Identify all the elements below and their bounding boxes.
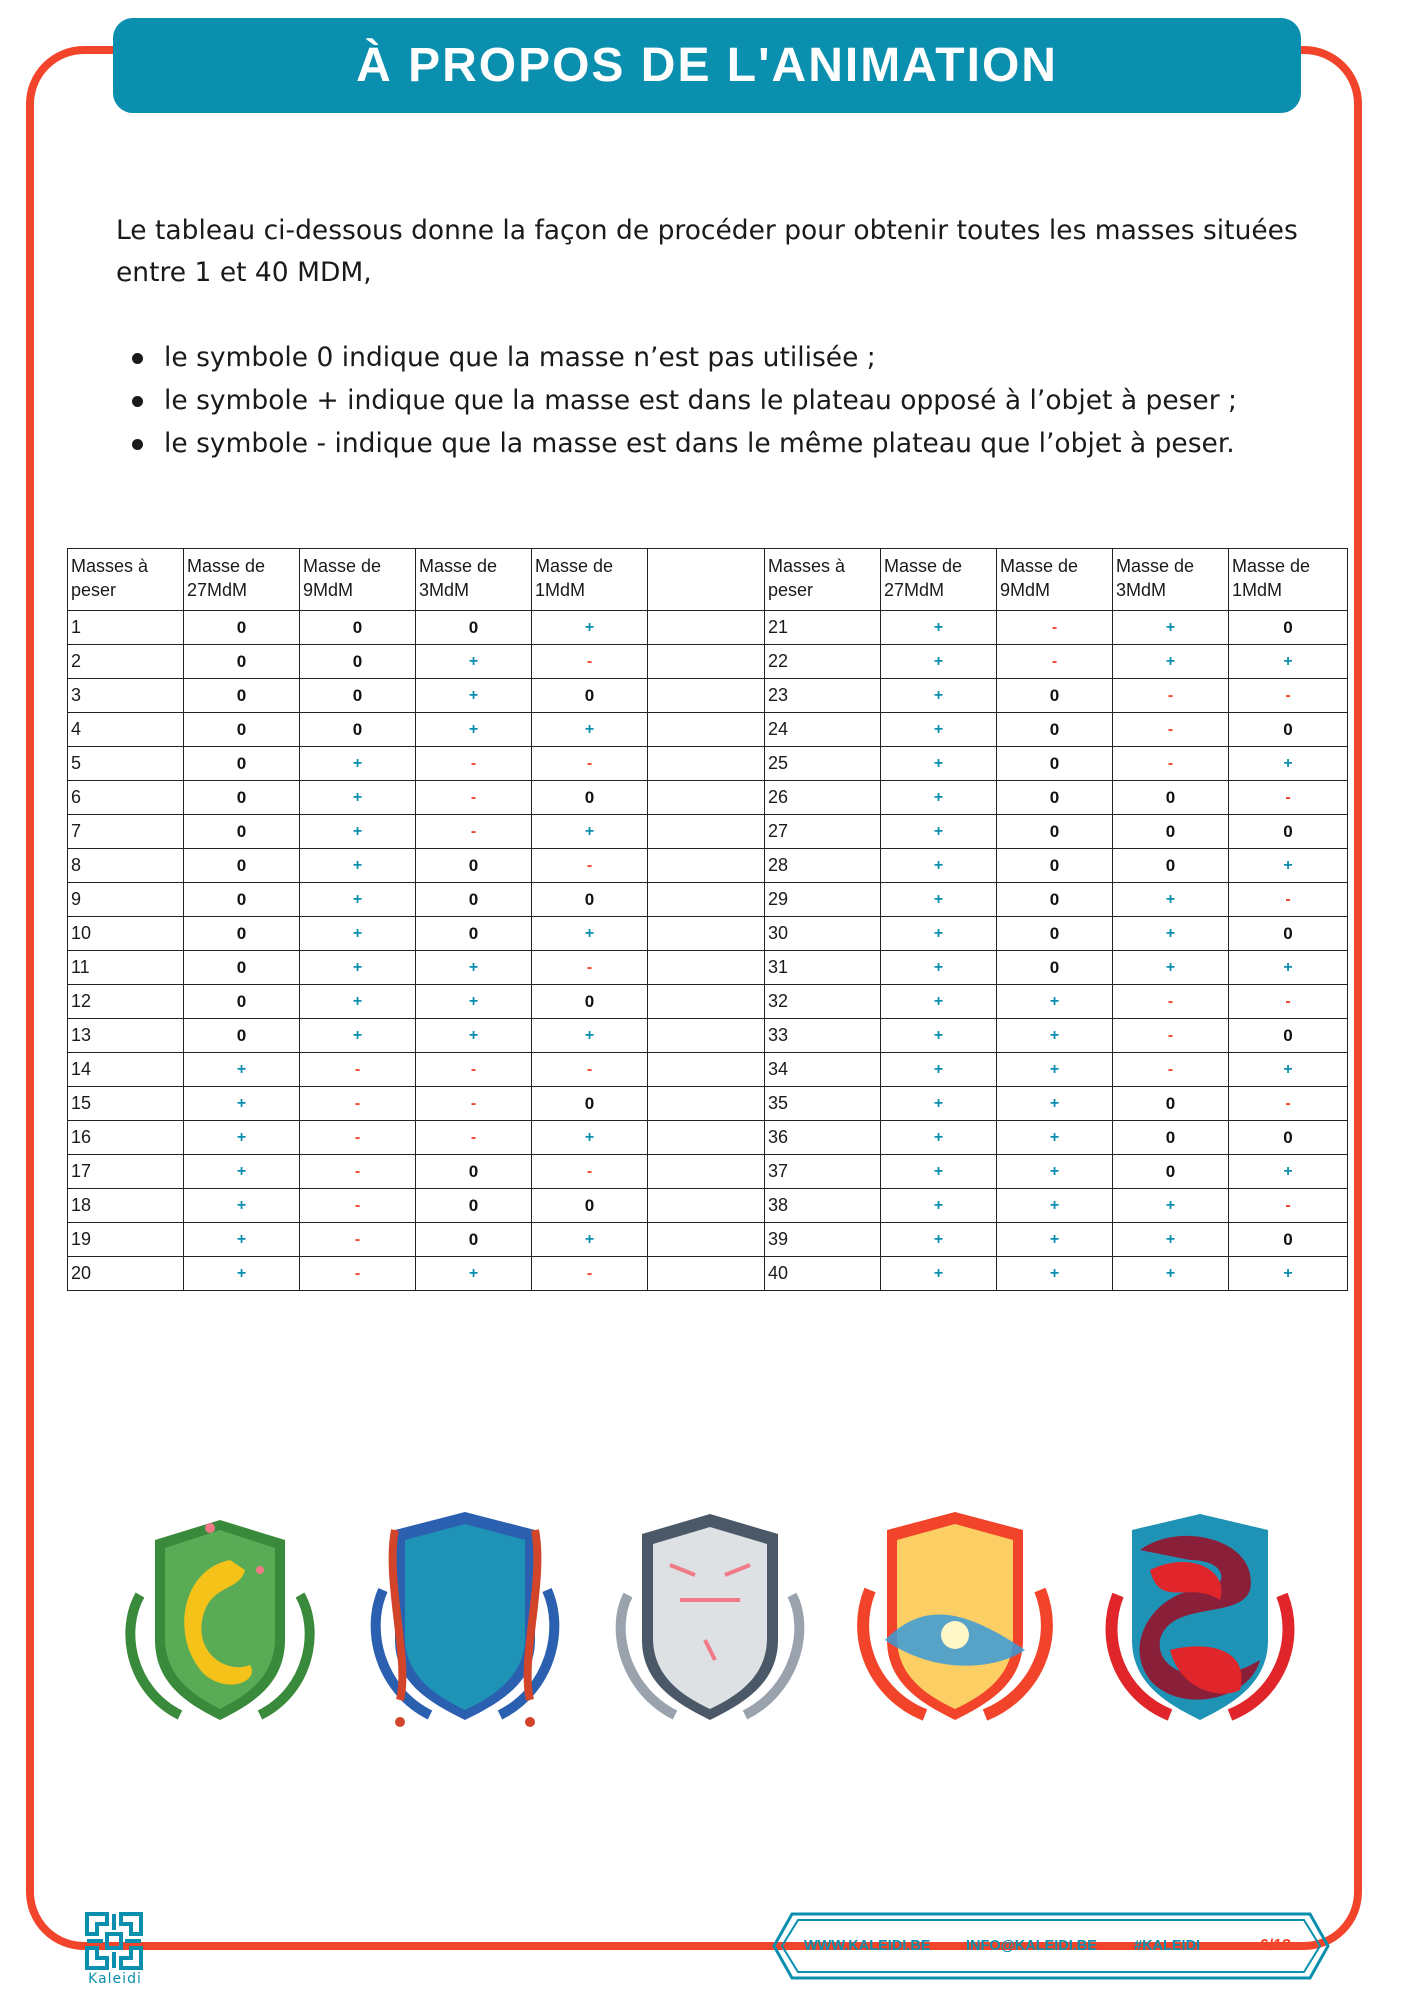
- symbol-cell: 0: [184, 951, 300, 985]
- symbol-cell: +: [881, 1189, 997, 1223]
- symbol-cell: +: [1113, 645, 1229, 679]
- header-9-left: Masse de 9MdM: [300, 549, 416, 611]
- symbol-cell: -: [997, 611, 1113, 645]
- symbol-cell: +: [532, 1121, 648, 1155]
- symbol-cell: 0: [1113, 781, 1229, 815]
- symbol-cell: 0: [300, 713, 416, 747]
- symbol-cell: 0: [1113, 1121, 1229, 1155]
- symbol-cell: 0: [997, 713, 1113, 747]
- mass-value-cell: 9: [68, 883, 184, 917]
- mass-value-cell: 27: [765, 815, 881, 849]
- symbol-cell: +: [300, 815, 416, 849]
- symbol-cell: 0: [1113, 1087, 1229, 1121]
- symbol-cell: +: [416, 713, 532, 747]
- symbol-cell: 0: [997, 917, 1113, 951]
- symbol-cell: -: [416, 747, 532, 781]
- symbol-cell: +: [1229, 747, 1348, 781]
- symbol-cell: +: [881, 1223, 997, 1257]
- symbol-cell: +: [997, 985, 1113, 1019]
- symbol-cell: 0: [416, 1155, 532, 1189]
- table-row: [68, 781, 1348, 815]
- mass-value-cell: 1: [68, 611, 184, 645]
- symbol-cell: +: [1113, 917, 1229, 951]
- mass-value-cell: 38: [765, 1189, 881, 1223]
- table-row: [68, 1189, 1348, 1223]
- spacer-cell: [648, 781, 765, 815]
- mass-value-cell: 12: [68, 985, 184, 1019]
- table-row: [68, 985, 1348, 1019]
- spacer-cell: [648, 713, 765, 747]
- spacer-cell: [648, 549, 765, 611]
- symbol-cell: +: [997, 1189, 1113, 1223]
- mass-value-cell: 14: [68, 1053, 184, 1087]
- spacer-cell: [648, 1053, 765, 1087]
- symbol-cell: -: [300, 1087, 416, 1121]
- symbol-cell: +: [300, 917, 416, 951]
- symbol-cell: +: [997, 1087, 1113, 1121]
- symbol-cell: 0: [997, 679, 1113, 713]
- symbol-cell: +: [1113, 883, 1229, 917]
- spacer-cell: [648, 747, 765, 781]
- symbol-cell: +: [1229, 1053, 1348, 1087]
- symbol-cell: +: [881, 747, 997, 781]
- symbol-cell: 0: [997, 883, 1113, 917]
- table-row: [68, 1087, 1348, 1121]
- page-number: 6/13: [1260, 1937, 1292, 1954]
- mass-value-cell: 21: [765, 611, 881, 645]
- red-crest-icon: [1090, 1500, 1310, 1740]
- table-row: [68, 883, 1348, 917]
- header-3-left: Masse de 3MdM: [416, 549, 532, 611]
- symbol-cell: 0: [532, 1189, 648, 1223]
- symbol-cell: -: [300, 1121, 416, 1155]
- symbol-cell: +: [881, 1257, 997, 1291]
- symbol-cell: +: [881, 679, 997, 713]
- grey-crest-icon: [600, 1500, 820, 1740]
- mass-value-cell: 39: [765, 1223, 881, 1257]
- symbol-cell: 0: [532, 985, 648, 1019]
- symbol-cell: -: [1229, 1189, 1348, 1223]
- symbol-cell: 0: [184, 781, 300, 815]
- symbol-cell: -: [532, 849, 648, 883]
- symbol-cell: 0: [416, 611, 532, 645]
- symbol-cell: 0: [1229, 611, 1348, 645]
- symbol-cell: 0: [416, 1189, 532, 1223]
- symbol-cell: 0: [416, 1223, 532, 1257]
- crests-row: [110, 1500, 1310, 1740]
- mass-value-cell: 34: [765, 1053, 881, 1087]
- symbol-cell: 0: [532, 1087, 648, 1121]
- mass-value-cell: 17: [68, 1155, 184, 1189]
- symbol-cell: +: [881, 1087, 997, 1121]
- mass-value-cell: 35: [765, 1087, 881, 1121]
- symbol-cell: -: [1229, 679, 1348, 713]
- table-row: [68, 1223, 1348, 1257]
- symbol-cell: +: [184, 1053, 300, 1087]
- symbol-cell: -: [300, 1257, 416, 1291]
- symbol-cell: 0: [1229, 713, 1348, 747]
- header-1-left: Masse de 1MdM: [532, 549, 648, 611]
- logo-label: Kaleidi: [88, 1971, 142, 1987]
- symbol-cell: +: [997, 1223, 1113, 1257]
- spacer-cell: [648, 1121, 765, 1155]
- symbol-cell: 0: [1229, 815, 1348, 849]
- symbol-cell: -: [1113, 985, 1229, 1019]
- symbol-cell: -: [532, 1053, 648, 1087]
- symbol-cell: 0: [1229, 917, 1348, 951]
- symbol-cell: +: [532, 713, 648, 747]
- symbol-cell: -: [1113, 1019, 1229, 1053]
- symbol-cell: +: [1113, 1223, 1229, 1257]
- symbol-cell: +: [997, 1053, 1113, 1087]
- mass-value-cell: 3: [68, 679, 184, 713]
- table-row: [68, 1019, 1348, 1053]
- symbol-cell: -: [416, 1121, 532, 1155]
- spacer-cell: [648, 1155, 765, 1189]
- symbol-cell: +: [416, 951, 532, 985]
- mass-value-cell: 4: [68, 713, 184, 747]
- symbol-cell: -: [1229, 985, 1348, 1019]
- mass-value-cell: 7: [68, 815, 184, 849]
- symbol-cell: +: [1229, 1257, 1348, 1291]
- spacer-cell: [648, 815, 765, 849]
- table-row: [68, 1121, 1348, 1155]
- mass-value-cell: 19: [68, 1223, 184, 1257]
- symbol-cell: +: [881, 713, 997, 747]
- symbol-cell: -: [1113, 1053, 1229, 1087]
- symbol-cell: 0: [184, 713, 300, 747]
- header-9-right: Masse de 9MdM: [997, 549, 1113, 611]
- orange-crest-icon: [845, 1500, 1065, 1740]
- symbol-cell: +: [1229, 645, 1348, 679]
- spacer-cell: [648, 645, 765, 679]
- symbol-cell: 0: [1229, 1121, 1348, 1155]
- symbol-cell: 0: [997, 849, 1113, 883]
- spacer-cell: [648, 951, 765, 985]
- mass-value-cell: 5: [68, 747, 184, 781]
- symbol-cell: 0: [997, 747, 1113, 781]
- mass-value-cell: 25: [765, 747, 881, 781]
- symbol-cell: 0: [300, 679, 416, 713]
- symbol-cell: +: [184, 1087, 300, 1121]
- symbol-cell: +: [881, 951, 997, 985]
- spacer-cell: [648, 917, 765, 951]
- mass-value-cell: 23: [765, 679, 881, 713]
- symbol-cell: -: [532, 747, 648, 781]
- symbol-cell: -: [300, 1189, 416, 1223]
- symbol-cell: 0: [184, 645, 300, 679]
- mass-value-cell: 15: [68, 1087, 184, 1121]
- symbol-cell: -: [416, 1053, 532, 1087]
- symbol-cell: -: [300, 1053, 416, 1087]
- mass-value-cell: 32: [765, 985, 881, 1019]
- symbol-cell: 0: [416, 849, 532, 883]
- bullet-item: le symbole 0 indique que la masse n’est pas utilisée ;: [116, 336, 1316, 379]
- symbol-cell: -: [1113, 747, 1229, 781]
- symbol-cell: 0: [184, 747, 300, 781]
- spacer-cell: [648, 1087, 765, 1121]
- symbol-cell: +: [997, 1257, 1113, 1291]
- symbol-cell: 0: [184, 849, 300, 883]
- table-row: [68, 951, 1348, 985]
- symbol-cell: 0: [532, 781, 648, 815]
- symbol-cell: +: [881, 1019, 997, 1053]
- symbol-cell: -: [416, 1087, 532, 1121]
- symbol-cell: 0: [184, 917, 300, 951]
- symbol-cell: 0: [997, 815, 1113, 849]
- symbol-cell: +: [881, 611, 997, 645]
- symbol-cell: 0: [300, 611, 416, 645]
- mass-value-cell: 37: [765, 1155, 881, 1189]
- mass-value-cell: 26: [765, 781, 881, 815]
- table-row: [68, 849, 1348, 883]
- symbol-cell: +: [184, 1257, 300, 1291]
- symbol-cell: +: [184, 1155, 300, 1189]
- mass-value-cell: 10: [68, 917, 184, 951]
- mass-value-cell: 24: [765, 713, 881, 747]
- symbol-cell: 0: [1113, 815, 1229, 849]
- symbol-cell: 0: [184, 883, 300, 917]
- symbol-cell: +: [532, 917, 648, 951]
- symbol-cell: -: [532, 951, 648, 985]
- symbol-cell: +: [881, 781, 997, 815]
- symbol-cell: 0: [300, 645, 416, 679]
- symbol-cell: +: [300, 1019, 416, 1053]
- mass-value-cell: 28: [765, 849, 881, 883]
- mass-value-cell: 22: [765, 645, 881, 679]
- mass-value-cell: 13: [68, 1019, 184, 1053]
- symbol-cell: +: [1113, 611, 1229, 645]
- symbol-cell: +: [184, 1121, 300, 1155]
- mass-value-cell: 40: [765, 1257, 881, 1291]
- symbol-cell: +: [532, 1223, 648, 1257]
- symbol-cell: 0: [184, 611, 300, 645]
- mass-value-cell: 29: [765, 883, 881, 917]
- symbol-cell: +: [300, 985, 416, 1019]
- symbol-cell: 0: [1229, 1019, 1348, 1053]
- table-header-row: [68, 549, 1348, 611]
- symbol-cell: +: [300, 849, 416, 883]
- spacer-cell: [648, 849, 765, 883]
- bullet-item: le symbole - indique que la masse est dans le même plateau que l’objet à peser.: [116, 422, 1316, 465]
- footer: [770, 1910, 1332, 1982]
- symbol-cell: -: [300, 1155, 416, 1189]
- mass-value-cell: 2: [68, 645, 184, 679]
- spacer-cell: [648, 985, 765, 1019]
- symbol-cell: +: [881, 1121, 997, 1155]
- symbol-cell: 0: [997, 781, 1113, 815]
- intro-paragraph: Le tableau ci-dessous donne la façon de procéder pour obtenir toutes les masses situées entre 1 et 40 MDM,: [116, 215, 1298, 288]
- symbol-cell: +: [300, 951, 416, 985]
- symbol-cell: +: [997, 1121, 1113, 1155]
- symbol-cell: +: [881, 1155, 997, 1189]
- symbol-cell: 0: [997, 951, 1113, 985]
- symbol-cell: -: [532, 645, 648, 679]
- symbol-cell: +: [416, 679, 532, 713]
- symbol-cell: 0: [184, 985, 300, 1019]
- mass-value-cell: 33: [765, 1019, 881, 1053]
- spacer-cell: [648, 1189, 765, 1223]
- symbol-cell: +: [532, 1019, 648, 1053]
- table-row: [68, 815, 1348, 849]
- spacer-cell: [648, 679, 765, 713]
- header-27-right: Masse de 27MdM: [881, 549, 997, 611]
- table-row: [68, 1257, 1348, 1291]
- symbol-cell: 0: [532, 679, 648, 713]
- table-row: [68, 611, 1348, 645]
- symbol-cell: +: [416, 1019, 532, 1053]
- symbol-cell: +: [532, 815, 648, 849]
- spacer-cell: [648, 883, 765, 917]
- footer-email-link[interactable]: INFO@KALEIDI.BE: [966, 1938, 1097, 1954]
- mass-value-cell: 36: [765, 1121, 881, 1155]
- mass-value-cell: 6: [68, 781, 184, 815]
- symbol-cell: -: [1113, 679, 1229, 713]
- symbol-cell: +: [184, 1189, 300, 1223]
- symbol-cell: +: [881, 883, 997, 917]
- symbol-cell: -: [1229, 883, 1348, 917]
- table-row: [68, 645, 1348, 679]
- kaleidi-logo-icon: [83, 1910, 145, 1972]
- symbol-cell: +: [300, 883, 416, 917]
- symbol-cell: -: [1229, 781, 1348, 815]
- header-3-right: Masse de 3MdM: [1113, 549, 1229, 611]
- symbol-cell: 0: [184, 815, 300, 849]
- symbol-cell: +: [300, 781, 416, 815]
- mass-value-cell: 16: [68, 1121, 184, 1155]
- symbol-cell: -: [997, 645, 1113, 679]
- mass-value-cell: 30: [765, 917, 881, 951]
- symbol-cell: +: [1113, 951, 1229, 985]
- symbol-cell: +: [881, 1053, 997, 1087]
- symbol-cell: +: [881, 645, 997, 679]
- symbol-cell: 0: [416, 883, 532, 917]
- symbol-cell: +: [1113, 1257, 1229, 1291]
- symbol-cell: 0: [1113, 849, 1229, 883]
- mass-value-cell: 8: [68, 849, 184, 883]
- bullet-item: le symbole + indique que la masse est dans le plateau opposé à l’objet à peser ;: [116, 379, 1316, 422]
- mass-value-cell: 18: [68, 1189, 184, 1223]
- mass-value-cell: 31: [765, 951, 881, 985]
- header-masses-left: Masses à peser: [68, 549, 184, 611]
- table-row: [68, 747, 1348, 781]
- header-1-right: Masse de 1MdM: [1229, 549, 1348, 611]
- footer-hashtag: #KALEIDI: [1134, 1938, 1201, 1954]
- symbol-cell: +: [416, 985, 532, 1019]
- symbol-cell: +: [997, 1155, 1113, 1189]
- symbol-cell: +: [1229, 951, 1348, 985]
- spacer-cell: [648, 1257, 765, 1291]
- symbol-cell: 0: [184, 1019, 300, 1053]
- spacer-cell: [648, 1019, 765, 1053]
- symbol-cell: +: [997, 1019, 1113, 1053]
- symbol-cell: +: [416, 645, 532, 679]
- symbol-cell: +: [1229, 849, 1348, 883]
- symbol-cell: 0: [1113, 1155, 1229, 1189]
- mass-value-cell: 20: [68, 1257, 184, 1291]
- mass-value-cell: 11: [68, 951, 184, 985]
- symbol-cell: -: [300, 1223, 416, 1257]
- page-title: À PROPOS DE L'ANIMATION: [356, 39, 1058, 92]
- spacer-cell: [648, 1223, 765, 1257]
- footer-website-link[interactable]: WWW.KALEIDI.BE: [804, 1938, 931, 1954]
- table-row: [68, 679, 1348, 713]
- symbol-cell: +: [184, 1223, 300, 1257]
- symbol-cell: 0: [532, 883, 648, 917]
- header-masses-right: Masses à peser: [765, 549, 881, 611]
- symbol-cell: +: [532, 611, 648, 645]
- symbol-cell: -: [1229, 1087, 1348, 1121]
- symbol-cell: -: [416, 781, 532, 815]
- spacer-cell: [648, 611, 765, 645]
- symbol-cell: +: [1229, 1155, 1348, 1189]
- masses-table: [67, 548, 1348, 1291]
- symbol-cell: +: [881, 815, 997, 849]
- symbol-legend-list: [116, 336, 1316, 465]
- table-row: [68, 917, 1348, 951]
- symbol-cell: +: [881, 917, 997, 951]
- table-row: [68, 1155, 1348, 1189]
- symbol-cell: +: [300, 747, 416, 781]
- symbol-cell: +: [881, 849, 997, 883]
- green-crest-icon: [110, 1500, 330, 1740]
- table-row: [68, 1053, 1348, 1087]
- symbol-cell: +: [416, 1257, 532, 1291]
- symbol-cell: -: [532, 1257, 648, 1291]
- table-row: [68, 713, 1348, 747]
- title-banner: [113, 18, 1301, 113]
- symbol-cell: 0: [416, 917, 532, 951]
- symbol-cell: -: [532, 1155, 648, 1189]
- symbol-cell: -: [416, 815, 532, 849]
- symbol-cell: 0: [184, 679, 300, 713]
- blue-crest-icon: [355, 1500, 575, 1740]
- symbol-cell: 0: [1229, 1223, 1348, 1257]
- header-27-left: Masse de 27MdM: [184, 549, 300, 611]
- symbol-cell: +: [881, 985, 997, 1019]
- symbol-cell: -: [1113, 713, 1229, 747]
- symbol-cell: +: [1113, 1189, 1229, 1223]
